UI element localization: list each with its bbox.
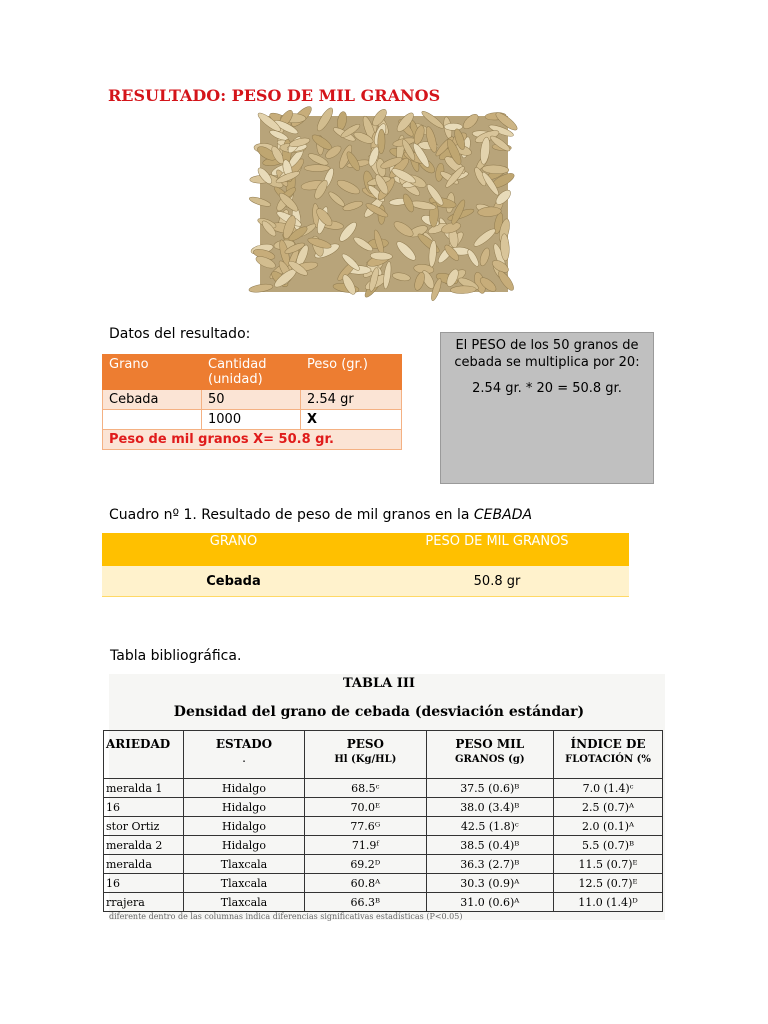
biblio-cell: Hidalgo: [183, 836, 304, 855]
biblio-cell: Tlaxcala: [183, 874, 304, 893]
biblio-cell: Hidalgo: [183, 798, 304, 817]
biblio-header: [104, 731, 663, 779]
cell-cantidad: 50: [202, 390, 301, 410]
biblio-cell: 66.3ᴮ: [305, 893, 426, 912]
biblio-cell: Tlaxcala: [183, 893, 304, 912]
cell-peso: X: [301, 410, 402, 430]
biblio-body: [104, 779, 663, 912]
cell-peso: 2.54 gr: [301, 390, 402, 410]
biblio-header-peso: [305, 731, 426, 779]
cell-grano: Cebada: [103, 390, 202, 410]
biblio-footnote: diferente dentro de las columnas indica diferencias significativas estadísticas (P<0.05): [109, 912, 463, 921]
page-title: RESULTADO: PESO DE MIL GRANOS: [108, 86, 441, 105]
table-footer-row: [103, 430, 402, 450]
biblio-cell: 11.0 (1.4)ᴰ: [554, 893, 663, 912]
biblio-cell: 70.0ᴱ: [305, 798, 426, 817]
grain-shape: [378, 129, 386, 154]
calculation-box: [440, 332, 654, 484]
biblio-cell: 37.5 (0.6)ᴮ: [426, 779, 554, 798]
header-line: PESO MIL: [455, 737, 525, 751]
table-row: [104, 798, 663, 817]
header-grano: GRANO: [102, 533, 365, 566]
biblio-cell: 68.5ᶜ: [305, 779, 426, 798]
biblio-cell: meralda: [104, 855, 184, 874]
header-line: ARIEDAD: [106, 737, 171, 751]
data-section-label: Datos del resultado:: [109, 326, 251, 342]
table-caption-1: [109, 507, 532, 523]
biblio-cell: 5.5 (0.7)ᴮ: [554, 836, 663, 855]
summary-table-header: [102, 533, 629, 566]
header-line: GRANOS (g): [454, 754, 525, 765]
biblio-cell: 38.5 (0.4)ᴮ: [426, 836, 554, 855]
biblio-cell: 2.5 (0.7)ᴬ: [554, 798, 663, 817]
header-cantidad: Cantidad (unidad): [202, 355, 301, 390]
header-line: FLOTACIÓN (%: [565, 754, 651, 765]
summary-table: [102, 533, 629, 597]
header-line: ESTADO: [215, 737, 273, 751]
header-line: .: [242, 751, 246, 765]
grain-shape: [444, 123, 462, 130]
biblio-cell: 11.5 (0.7)ᴱ: [554, 855, 663, 874]
biblio-cell: 12.5 (0.7)ᴱ: [554, 874, 663, 893]
calculation-text: El PESO de los 50 granos de cebada se multiplica por 20:: [454, 338, 640, 370]
biblio-cell: 30.3 (0.9)ᴬ: [426, 874, 554, 893]
cell-grano: Cebada: [102, 566, 365, 597]
table-caption-2: Tabla bibliográfica.: [110, 648, 242, 664]
biblio-cell: 7.0 (1.4)ᶜ: [554, 779, 663, 798]
biblio-cell: 60.8ᴬ: [305, 874, 426, 893]
barley-grains-photo: [260, 116, 508, 292]
result-table-header: [103, 355, 402, 390]
biblio-cell: 69.2ᴰ: [305, 855, 426, 874]
biblio-cell: rrajera: [104, 893, 184, 912]
biblio-cell: 42.5 (1.8)ᶜ: [426, 817, 554, 836]
biblio-cell: 38.0 (3.4)ᴮ: [426, 798, 554, 817]
caption-text: Cuadro nº 1. Resultado de peso de mil granos en la: [109, 507, 474, 523]
biblio-cell: Tlaxcala: [183, 855, 304, 874]
table-row: [104, 874, 663, 893]
header-grano: Grano: [103, 355, 202, 390]
biblio-header-estado: [183, 731, 304, 779]
biblio-cell: meralda 2: [104, 836, 184, 855]
result-footer: Peso de mil granos X= 50.8 gr.: [103, 430, 402, 450]
barley-grains-image: [260, 116, 508, 292]
table-row: [103, 410, 402, 430]
caption-emphasis: CEBADA: [473, 507, 533, 523]
header-line: Hl (Kg/HL): [334, 754, 397, 765]
cell-grano: [103, 410, 202, 430]
table-row: [102, 566, 629, 597]
biblio-cell: 16: [104, 798, 184, 817]
table-row: [104, 817, 663, 836]
biblio-header-indice: [554, 731, 663, 779]
biblio-cell: 31.0 (0.6)ᴬ: [426, 893, 554, 912]
table-row: [104, 779, 663, 798]
result-table: [102, 354, 402, 450]
biblio-cell: Hidalgo: [183, 817, 304, 836]
header-peso-mil: PESO DE MIL GRANOS: [365, 533, 629, 566]
header-peso: Peso (gr.): [301, 355, 402, 390]
bibliographic-table-scan: [106, 674, 665, 921]
biblio-cell: 16: [104, 874, 184, 893]
biblio-table: [103, 730, 663, 912]
biblio-header-peso-mil: [426, 731, 554, 779]
biblio-cell: 36.3 (2.7)ᴮ: [426, 855, 554, 874]
biblio-header-variedad: [104, 731, 184, 779]
table-row: [104, 836, 663, 855]
biblio-cell: Hidalgo: [183, 779, 304, 798]
biblio-cell: meralda 1: [104, 779, 184, 798]
cell-peso-mil: 50.8 gr: [365, 566, 629, 597]
biblio-cell: 2.0 (0.1)ᴬ: [554, 817, 663, 836]
grain-shape: [248, 283, 273, 294]
header-line: ÍNDICE DE: [570, 737, 646, 751]
biblio-cell: stor Ortiz: [104, 817, 184, 836]
biblio-cell: 71.9ᶠ: [305, 836, 426, 855]
header-line: PESO: [346, 737, 384, 751]
grain-shape: [304, 165, 330, 172]
table-row: [104, 855, 663, 874]
biblio-cell: 77.6ᴳ: [305, 817, 426, 836]
table-row: [104, 893, 663, 912]
table-row: [103, 390, 402, 410]
biblio-title: TABLA III: [342, 676, 416, 691]
calculation-formula: 2.54 gr. * 20 = 50.8 gr.: [472, 381, 622, 396]
cell-cantidad: 1000: [202, 410, 301, 430]
biblio-subtitle: Densidad del grano de cebada (desviación estándar): [173, 704, 585, 720]
